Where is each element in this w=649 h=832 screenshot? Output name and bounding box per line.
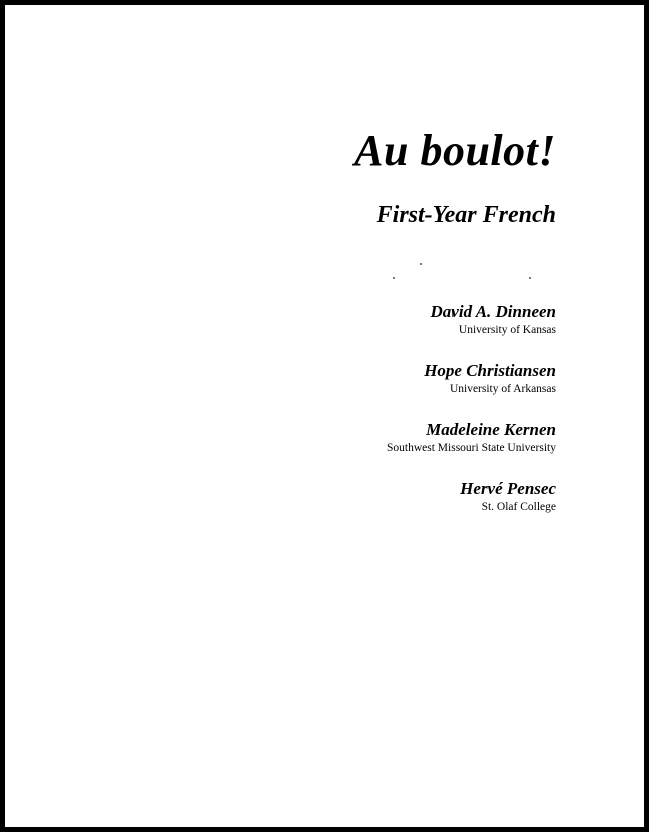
author-entry bbox=[5, 478, 556, 516]
scan-speck bbox=[393, 277, 395, 279]
scan-speck bbox=[420, 263, 422, 265]
page-subtitle: First-Year French bbox=[376, 202, 556, 228]
author-name: Madeleine Kernen bbox=[426, 419, 556, 439]
page-title: Au boulot! bbox=[354, 126, 556, 175]
author-entry bbox=[5, 360, 556, 398]
author-name: Hope Christiansen bbox=[424, 360, 556, 380]
scan-speck bbox=[529, 277, 531, 279]
title-block bbox=[5, 5, 644, 827]
author-affiliation: Southwest Missouri State University bbox=[387, 442, 556, 455]
author-name: Hervé Pensec bbox=[460, 478, 556, 498]
author-name: David A. Dinneen bbox=[430, 302, 556, 321]
author-list bbox=[5, 301, 556, 537]
author-entry bbox=[5, 419, 556, 457]
author-entry bbox=[5, 301, 556, 339]
author-affiliation: University of Kansas bbox=[458, 324, 556, 337]
author-affiliation: St. Olaf College bbox=[481, 501, 556, 514]
author-affiliation: University of Arkansas bbox=[449, 383, 556, 396]
document-page bbox=[5, 5, 644, 827]
